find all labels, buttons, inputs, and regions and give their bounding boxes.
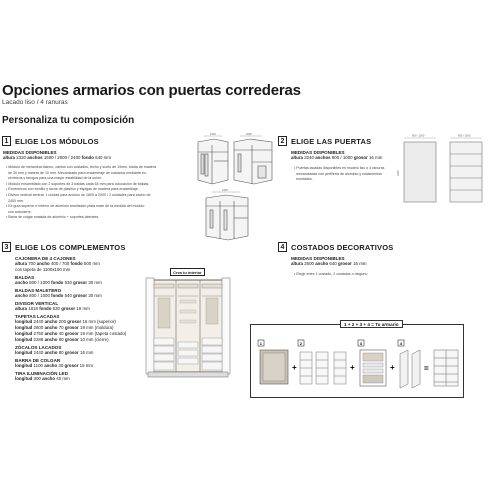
plus-3: + — [390, 363, 395, 372]
formula-step-3: 3 — [359, 341, 363, 346]
section-1-label: MEDIDAS DISPONIBLES — [3, 150, 57, 155]
accessory-drawers: CAJONERA DE 4 CAJONES altura 700 ancho 400 / 700 fondo 500 mm con tapeta de 1100x100 mm — [15, 256, 100, 272]
section-2-specs — [291, 150, 382, 161]
bullet: • Módulo ensamblado con 2 soportes de 3 baldas cada 64 mm para colocación de baldas. — [6, 181, 150, 186]
bullet: • Barra de colgar ovalada de aluminio + soportes laterales. — [6, 215, 100, 220]
door-height-dim: 2240 — [397, 170, 400, 176]
accessory-vertical-divider: DIVISOR VERTICAL altura 1818 fondo 530 grosor 19 mm — [15, 301, 90, 311]
accessories-list — [15, 256, 126, 382]
formula-step-4: 4 — [399, 341, 403, 346]
formula-result-wardrobe-icon — [434, 350, 458, 386]
section-4-number: 4 — [278, 242, 287, 252]
bullet: • Elegir entre 1 costado, 2 costados o ninguno — [294, 272, 368, 276]
section-4-specs — [291, 256, 367, 267]
formula-step-2: 2 — [299, 341, 303, 346]
section-4-bullets — [294, 272, 367, 278]
section-4-header — [278, 242, 393, 252]
bullet: • Kit guía superior e inferior de aluminio anodizado plata mate de la medida del módulo — [6, 204, 145, 209]
section-2-measures: altura 2240 anchos 800 / 1000 grosor 16 mm — [291, 155, 383, 160]
section-2-bullets — [294, 166, 384, 183]
plus-2: + — [350, 363, 355, 372]
section-3-number: 3 — [2, 242, 11, 252]
page-subtitle: Lacado liso / 4 ranuras — [2, 99, 68, 106]
doors-illustration — [390, 132, 492, 212]
bullet: • Puertas lacadas disponibles en modelo liso o 4 ranuras — [294, 166, 385, 170]
bullet-cont: céntricos y tarugos para una mayor estabilidad de la unión. — [8, 176, 103, 181]
bullet-cont: montados. — [296, 177, 313, 182]
section-4-title: COSTADOS DECORATIVOS — [291, 242, 394, 252]
formula-side-panels-icon — [398, 340, 420, 388]
section-1-specs — [3, 150, 111, 161]
bullet-cont: de 30 mm y trasera de 10 mm. Mecanizado para ensamblaje de costados mediante ex- — [8, 170, 148, 175]
plus-1: + — [292, 363, 297, 372]
formula-step-1: 1 — [259, 341, 263, 346]
accessory-plinths: ZÓCALOS LACADOS longitud 2440 ancho 80 grosor 16 mm — [15, 345, 94, 355]
accessory-suitcase-shelves: BALDAS MALETERO ancho 800 / 1000 fondo 540 grosor 30 mm — [15, 288, 102, 298]
bullet: • Excéntricos con tornillo y tacos de plástico y espigas de madera para ensamblaje. — [6, 187, 139, 192]
accessory-hanging-rail: BARRA DE COLGAR longitud 1100 ancho 30 grosor 15 mm — [15, 358, 94, 368]
section-1-header — [2, 136, 99, 146]
module-1600-dim: 1600 — [210, 133, 216, 136]
module-2000-icon — [234, 136, 272, 184]
section-2-label: MEDIDAS DISPONIBLES — [291, 150, 345, 155]
section-heading: Personaliza tu composición — [2, 115, 135, 126]
module-2400-icon — [206, 192, 248, 240]
section-2-number: 2 — [278, 136, 287, 146]
modules-illustration — [188, 132, 278, 244]
section-1-bullets — [6, 165, 156, 221]
accessory-led-strip: TIRA ILUMINACIÓN LED longitud 300 ancho 40 mm — [15, 371, 70, 381]
module-2400-dim: 2400 — [222, 189, 228, 192]
page-title: Opciones armarios con puertas correderas — [2, 82, 301, 99]
bullet-cont: mecanizadas con perfilería de aluminio y rodamientos — [296, 171, 382, 176]
bullet: • Divisor vertical central: 1 unidad para anchos de 1600 a 2000 / 2 unidades para ancho de — [6, 192, 151, 197]
interior-illustration — [138, 276, 238, 384]
formula-label: 1 + 2 + 3 + 4 = Tu armario — [340, 320, 403, 328]
section-1-number: 1 — [2, 136, 11, 146]
section-2-header — [278, 136, 371, 146]
door-grooved-icon — [450, 142, 482, 202]
section-3-title: ELIGE LOS COMPLEMENTOS — [15, 242, 126, 252]
formula-accessories-icon — [358, 340, 386, 386]
section-4-measures: altura 2600 ancho 640 grosor 16 mm — [291, 261, 367, 266]
formula-doors-icon — [298, 340, 346, 384]
section-1-measures: altura 2320 anchos 1600 / 2000 / 2400 fondo 640 mm — [3, 155, 111, 160]
bullet: • Módulo de melamina blanco, cantos con costados, techo y suelo de 19mm, balda de madera — [6, 165, 157, 169]
bullet-cont: con autocierre. — [8, 209, 32, 214]
equals-sign: = — [424, 364, 429, 373]
door-plain-dim: 800 / 1000 — [412, 134, 425, 138]
door-grooved-dim: 800 / 1000 — [458, 134, 471, 138]
accessory-lacquered-trims: TAPETAS LACADAS longitud 2440 ancho 200 grosor 16 mm (superior) longitud 2600 ancho 70 grosor 19 mm (moldura) longitud 2750 ancho 40 grosor 19 mm (tapeta costado) longitud 2288 ancho 80 grosor 10 mm (cierre) — [15, 314, 127, 342]
door-plain-icon — [404, 142, 436, 202]
module-1600-icon — [198, 136, 228, 184]
module-2000-dim: 2000 — [246, 133, 252, 136]
accessory-shelves: BALDAS ancho 800 / 1000 fondo 530 grosor 30 mm — [15, 275, 102, 285]
formula-illustration — [252, 334, 462, 396]
section-4-label: MEDIDAS DISPONIBLES — [291, 256, 345, 261]
section-3-header — [2, 242, 126, 252]
wardrobe-interior-icon — [146, 278, 230, 377]
create-interior-tag: Crea tu interior — [170, 268, 205, 276]
section-2-title: ELIGE LAS PUERTAS — [291, 136, 372, 146]
section-1-title: ELIGE LOS MÓDULOS — [15, 136, 99, 146]
formula-module-icon — [258, 340, 288, 384]
bullet-cont: 2400 mm. — [8, 198, 24, 203]
